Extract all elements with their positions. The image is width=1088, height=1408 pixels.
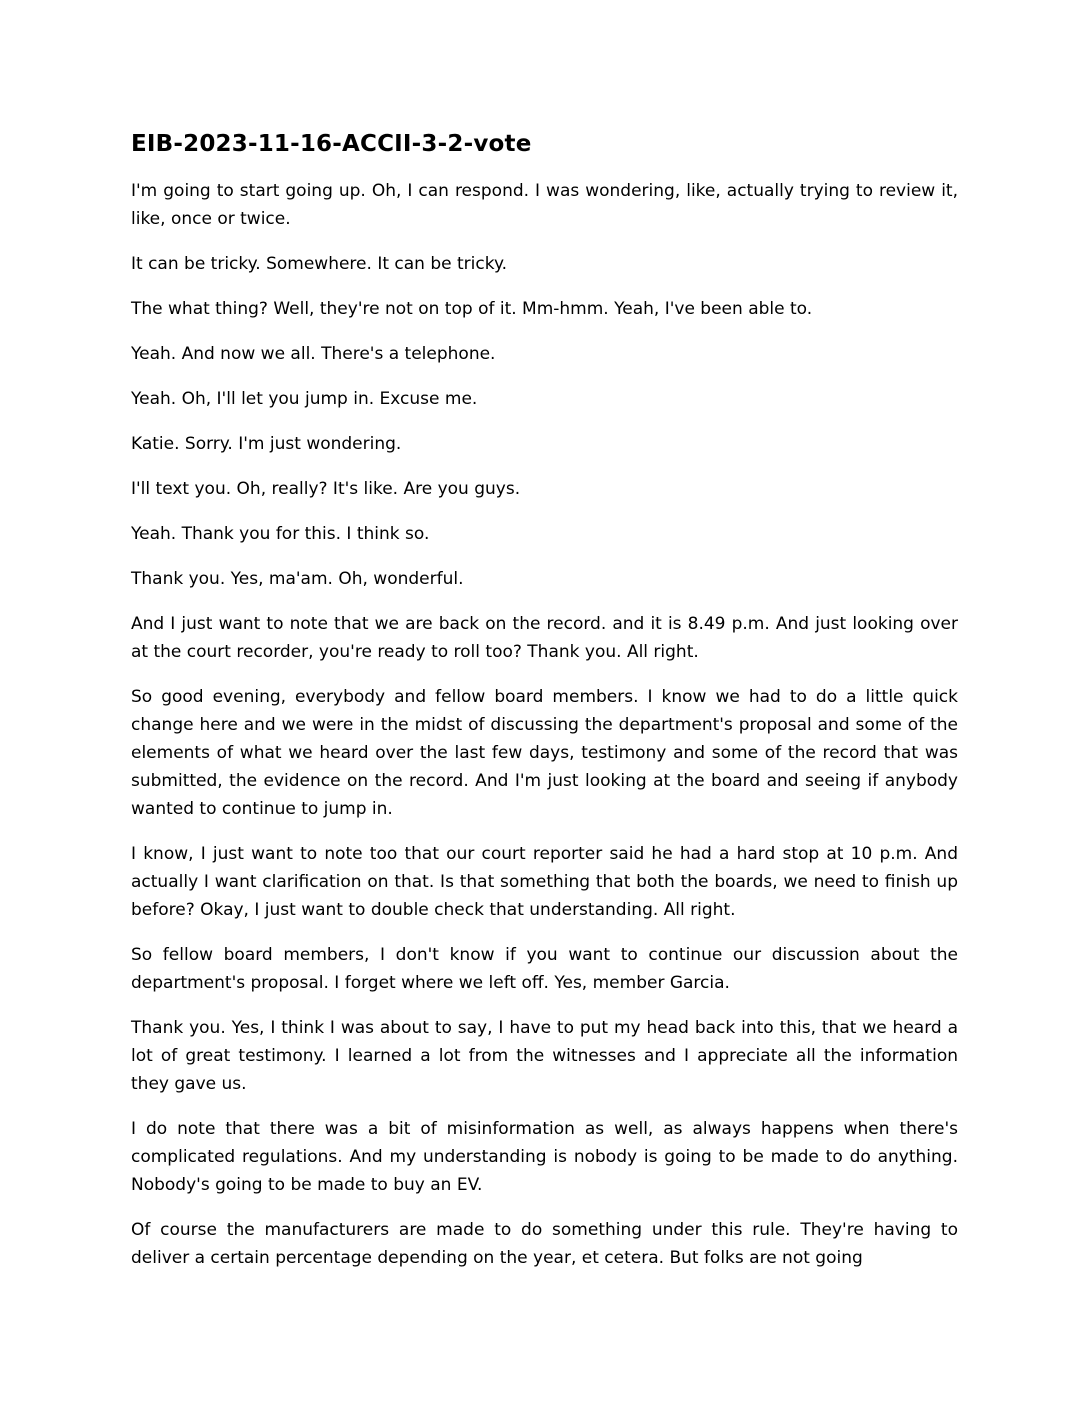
- paragraph: Thank you. Yes, I think I was about to say, I have to put my head back into this, that we heard a lot of great testimony. I learned a lot from the witnesses and I appreciate all the information they gave us.: [131, 1017, 958, 1094]
- paragraph: And I just want to note that we are back on the record. and it is 8.49 p.m. And just looking over at the court recorder, you're ready to roll too? Thank you. All right.: [131, 613, 958, 662]
- paragraph: The what thing? Well, they're not on top of it. Mm-hmm. Yeah, I've been able to.: [131, 298, 813, 319]
- paragraph: Thank you. Yes, ma'am. Oh, wonderful.: [131, 568, 464, 589]
- paragraph: Yeah. And now we all. There's a telephone.: [131, 343, 496, 364]
- paragraph: Yeah. Oh, I'll let you jump in. Excuse me.: [131, 388, 478, 409]
- paragraph: So good evening, everybody and fellow board members. I know we had to do a little quick change here and we were in the midst of discussing the department's proposal and some of the elements of what we heard over the last few days, testimony and some of the record that was submitted, the evidence on the record. And I'm just looking at the board and seeing if anybody wanted to continue to jump in.: [131, 686, 958, 819]
- paragraph: I know, I just want to note too that our court reporter said he had a hard stop at 10 p.m. And actually I want clarification on that. Is that something that both the boards, we need to finish up before? Okay, I just want to double check that understanding. All right.: [131, 843, 958, 920]
- paragraph: Katie. Sorry. I'm just wondering.: [131, 433, 402, 454]
- paragraph: I'm going to start going up. Oh, I can respond. I was wondering, like, actually trying to review it, like, once or twice.: [131, 180, 958, 229]
- paragraph: Of course the manufacturers are made to do something under this rule. They're having to deliver a certain percentage depending on the year, et cetera. But folks are not going: [131, 1219, 958, 1268]
- paragraph: I'll text you. Oh, really? It's like. Are you guys.: [131, 478, 521, 499]
- paragraph: Yeah. Thank you for this. I think so.: [131, 523, 430, 544]
- page-title: EIB-2023-11-16-ACCII-3-2-vote: [131, 131, 532, 157]
- paragraph: It can be tricky. Somewhere. It can be tricky.: [131, 253, 508, 274]
- paragraph: So fellow board members, I don't know if you want to continue our discussion about the department's proposal. I forget where we left off. Yes, member Garcia.: [131, 944, 958, 993]
- paragraph: I do note that there was a bit of misinformation as well, as always happens when there's complicated regulations. And my understanding is nobody is going to be made to do anything. Nobody's going to be made to buy an EV.: [131, 1118, 958, 1195]
